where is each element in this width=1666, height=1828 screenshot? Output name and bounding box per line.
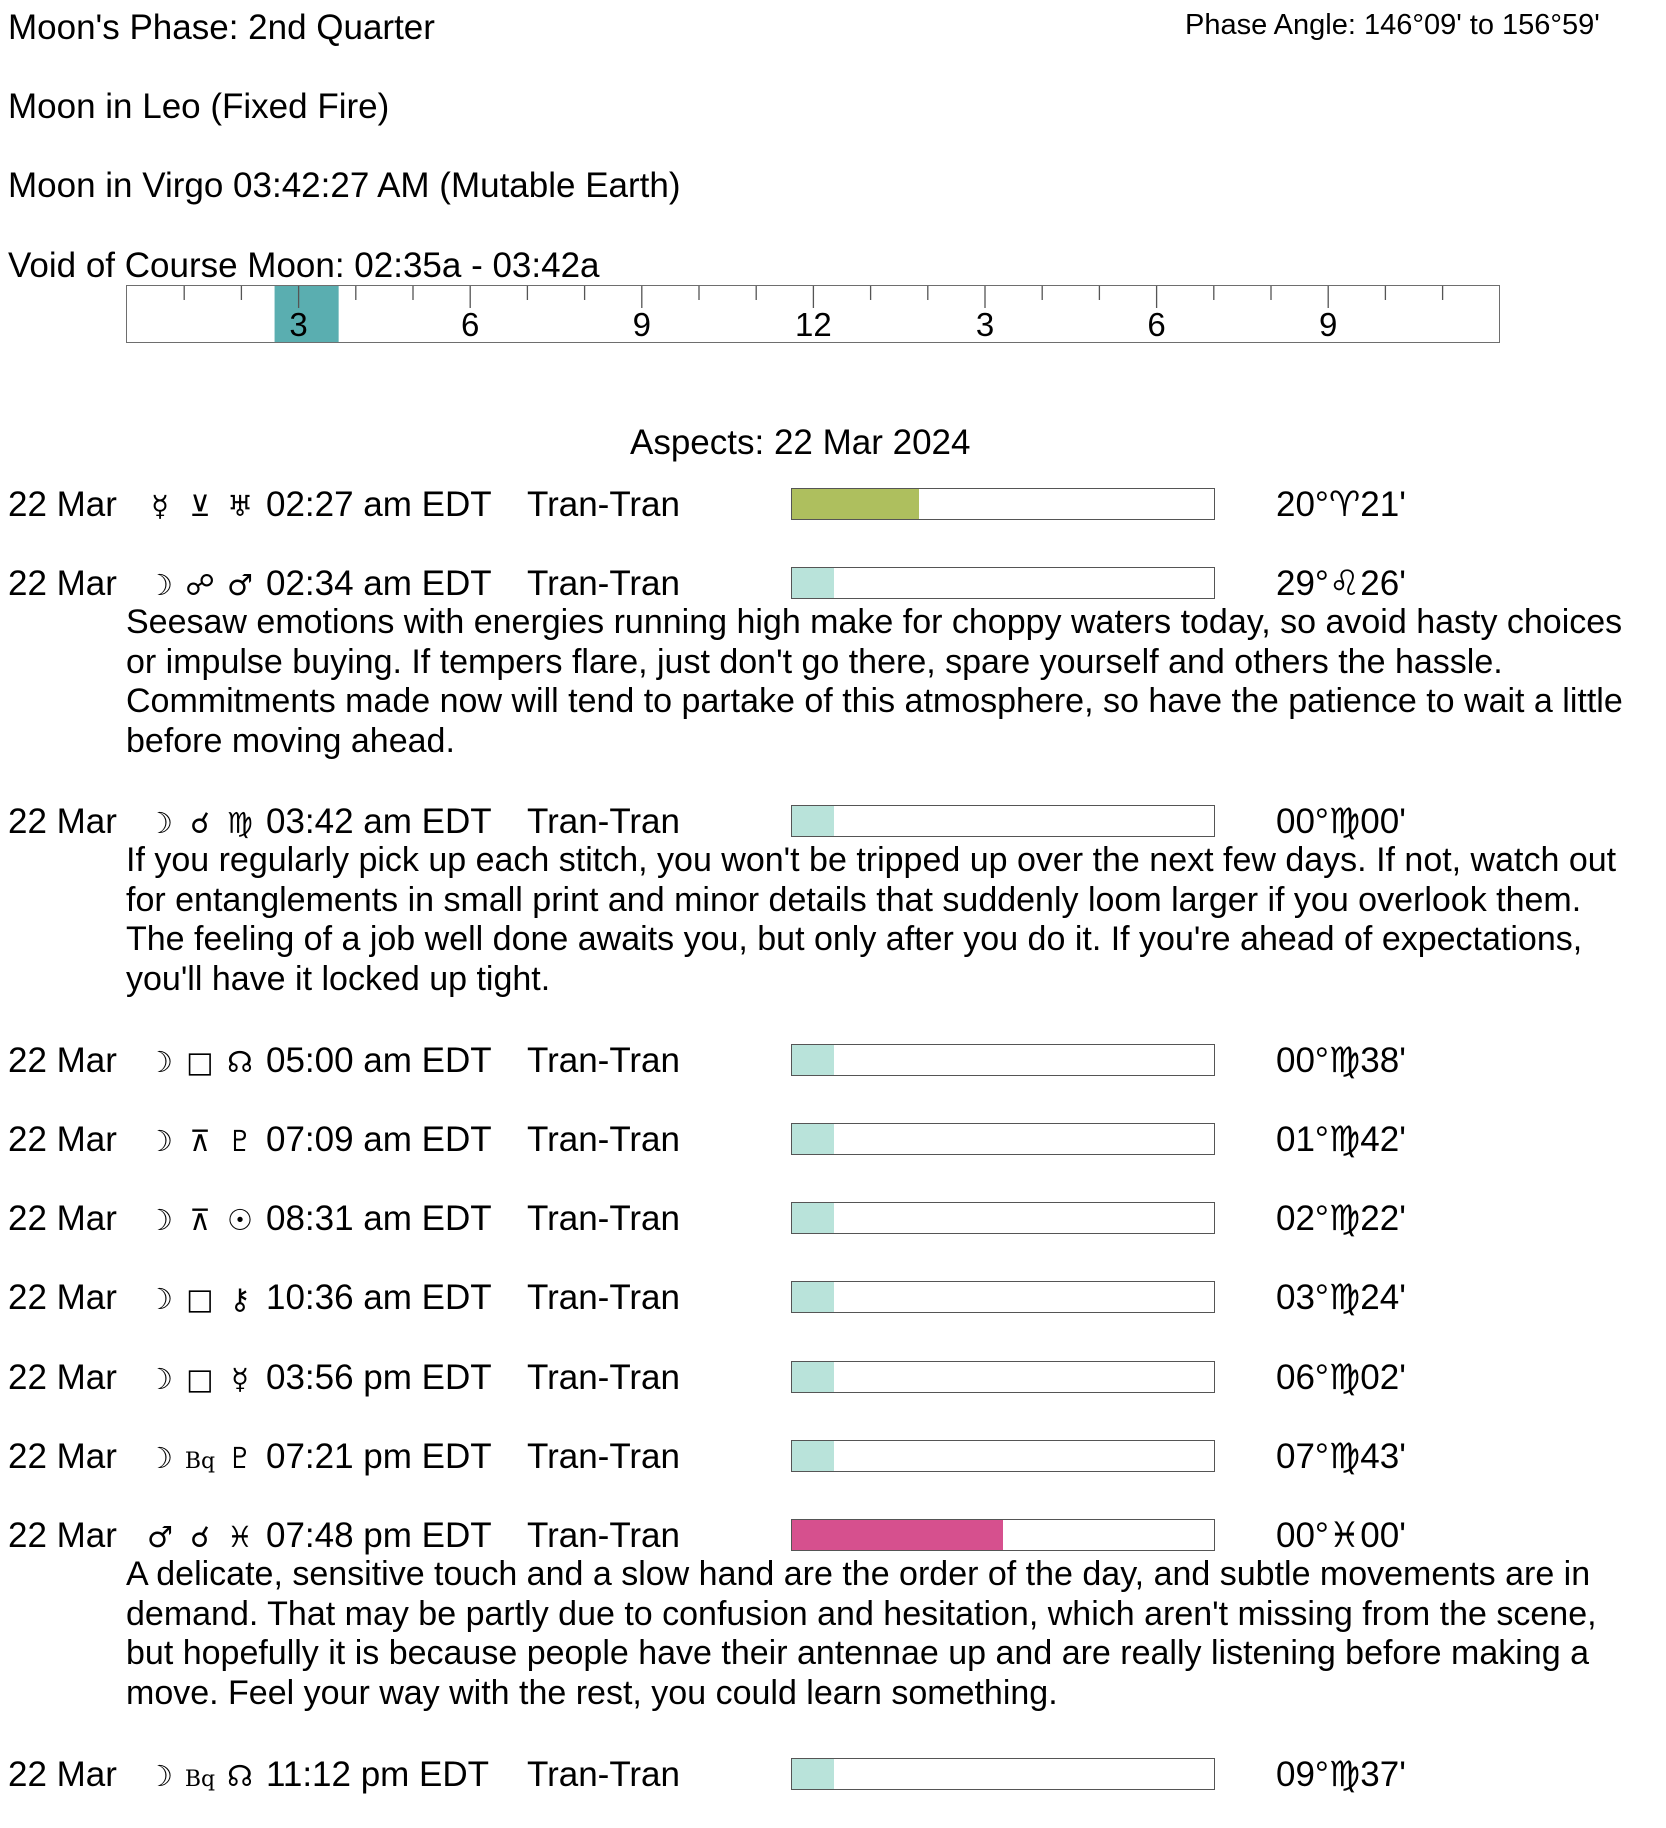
timeline-label: 9 [632,306,651,342]
aspect-glyphs [140,1199,260,1240]
planet-symbol-icon: ☽ [147,806,173,840]
moon-ingress: Moon in Virgo 03:42:27 AM (Mutable Earth) [8,166,681,205]
aspect-symbol-icon: ☌ [190,806,210,840]
timeline-label: 3 [975,306,995,342]
planet-symbol-icon: ⚷ [229,1282,251,1316]
aspect-time: 03:56 pm EDT [266,1358,492,1397]
aspect-type: Tran-Tran [527,802,680,841]
aspect-position: 20°♈21' [1276,485,1406,524]
aspect-time: 07:09 am EDT [266,1120,492,1159]
planet-symbol-icon: ☊ [227,1045,253,1079]
aspects-title: Aspects: 22 Mar 2024 [630,423,971,462]
aspect-date: 22 Mar [8,802,117,841]
aspect-glyphs [140,1437,260,1482]
planet-symbol-icon: ☽ [147,1441,173,1475]
aspect-date: 22 Mar [8,1278,117,1317]
aspect-time: 10:36 am EDT [266,1278,492,1317]
planet-symbol-icon: ♇ [227,1441,253,1475]
aspect-type: Tran-Tran [527,485,680,524]
aspect-strength-bar [791,1440,1215,1472]
aspect-description: If you regularly pick up each stitch, you won't be tripped up over the next few days. If not, watch out for entanglements in small print and minor details that suddenly loom larger if you overlook them. The feeling of a job well done awaits you, but only after you do it. If you're ahead of expectations, you'll have it locked up tight. [126,841,1617,998]
aspect-symbol-icon: ⊼ [189,1203,211,1237]
aspect-symbol-icon: □ [186,1362,214,1396]
aspect-strength-bar [791,1123,1215,1155]
aspect-type: Tran-Tran [527,1755,680,1794]
aspect-position: 01°♍42' [1276,1120,1406,1159]
aspect-glyphs [140,1278,260,1319]
aspect-strength-fill [792,1759,834,1789]
aspect-position: 02°♍22' [1276,1199,1406,1238]
aspect-time: 07:21 pm EDT [266,1437,492,1476]
aspect-glyphs [140,1358,260,1399]
aspect-date: 22 Mar [8,1516,117,1555]
aspect-glyphs [140,1516,260,1557]
planet-symbol-icon: ☽ [147,1282,173,1316]
timeline-label: 6 [461,306,480,342]
aspect-strength-bar [791,567,1215,599]
timeline-chart [127,286,1499,342]
planet-symbol-icon: ☽ [147,1045,173,1079]
aspect-description: Seesaw emotions with energies running high make for choppy waters today, so avoid hasty choices or impulse buying. If tempers flare, just don't go there, spare yourself and others the hassle. Commitments made now will tend to partake of this atmosphere, so have the patience to wait a little before moving ahead. [126,603,1623,760]
planet-symbol-icon: ☽ [147,1203,173,1237]
aspect-strength-bar [791,488,1215,520]
void-of-course: Void of Course Moon: 02:35a - 03:42a [8,246,600,285]
aspect-position: 09°♍37' [1276,1755,1406,1794]
aspect-position: 00°♍38' [1276,1041,1406,1080]
aspect-date: 22 Mar [8,1755,117,1794]
aspect-date: 22 Mar [8,1041,117,1080]
moon-phase: Moon's Phase: 2nd Quarter [8,8,435,47]
aspect-type: Tran-Tran [527,1516,680,1555]
planet-symbol-icon: ☊ [227,1759,253,1793]
aspect-symbol-icon: ⊻ [189,489,211,523]
planet-symbol-icon: ♂ [227,568,253,602]
aspect-position: 29°♌26' [1276,564,1406,603]
aspect-glyphs [140,1755,260,1800]
aspect-strength-bar [791,1758,1215,1790]
aspect-date: 22 Mar [8,1120,117,1159]
aspect-strength-bar [791,805,1215,837]
aspect-strength-fill [792,806,834,836]
aspect-type: Tran-Tran [527,1437,680,1476]
aspect-symbol-icon: ☌ [190,1520,210,1554]
aspect-position: 00°♍00' [1276,802,1406,841]
aspect-symbol-icon: ⊼ [189,1124,211,1158]
aspect-time: 07:48 pm EDT [266,1516,492,1555]
aspect-glyphs [140,564,260,605]
aspect-position: 03°♍24' [1276,1278,1406,1317]
aspect-strength-bar [791,1044,1215,1076]
planet-symbol-icon: ☿ [231,1362,249,1396]
aspect-time: 03:42 am EDT [266,802,492,841]
aspect-date: 22 Mar [8,485,117,524]
phase-angle: Phase Angle: 146°09' to 156°59' [1185,9,1600,41]
aspect-strength-fill [792,1520,1003,1550]
timeline-label: 12 [795,306,832,342]
aspect-strength-fill [792,1203,834,1233]
aspect-strength-fill [792,1124,834,1154]
planet-symbol-icon: ☽ [147,1759,173,1793]
aspect-position: 07°♍43' [1276,1437,1406,1476]
aspect-strength-fill [792,489,919,519]
aspect-strength-bar [791,1519,1215,1551]
aspect-strength-bar [791,1202,1215,1234]
aspect-position: 00°♓00' [1276,1516,1406,1555]
aspect-position: 06°♍02' [1276,1358,1406,1397]
aspect-type: Tran-Tran [527,564,680,603]
aspect-symbol-icon: ☍ [185,568,215,602]
aspect-glyphs [140,485,260,526]
aspect-type: Tran-Tran [527,1120,680,1159]
planet-symbol-icon: ☽ [147,1362,173,1396]
planet-symbol-icon: ♇ [227,1124,253,1158]
planet-symbol-icon: ♍ [227,806,253,840]
planet-symbol-icon: ☽ [147,568,173,602]
aspect-symbol-icon: □ [186,1282,214,1316]
aspect-time: 02:27 am EDT [266,485,492,524]
aspect-type: Tran-Tran [527,1041,680,1080]
aspect-strength-bar [791,1361,1215,1393]
aspect-symbol-icon: □ [186,1045,214,1079]
timeline-label: 6 [1147,306,1166,342]
planet-symbol-icon: ☿ [151,489,169,523]
aspect-strength-fill [792,1441,834,1471]
aspect-symbol-icon: Bq [184,1449,216,1474]
timeline-label: 9 [1319,306,1338,342]
aspect-glyphs [140,802,260,843]
aspect-type: Tran-Tran [527,1278,680,1317]
planet-symbol-icon: ☽ [147,1124,173,1158]
aspect-strength-bar [791,1281,1215,1313]
timeline-label: 3 [289,306,308,342]
aspect-date: 22 Mar [8,1358,117,1397]
aspect-strength-fill [792,1045,834,1075]
aspect-time: 05:00 am EDT [266,1041,492,1080]
aspect-time: 02:34 am EDT [266,564,492,603]
aspect-symbol-icon: Bq [184,1767,216,1792]
aspect-time: 11:12 pm EDT [266,1755,490,1794]
moon-sign: Moon in Leo (Fixed Fire) [8,87,390,126]
aspect-strength-fill [792,1362,834,1392]
planet-symbol-icon: ♓ [227,1520,253,1554]
planet-symbol-icon: ♂ [147,1520,173,1554]
planet-symbol-icon: ♅ [227,489,253,523]
aspect-description: A delicate, sensitive touch and a slow hand are the order of the day, and subtle movements are in demand. That may be partly due to confusion and hesitation, which aren't missing from the scene, but hopefully it is because people have their antennae up and are really listening before making a move. Feel your way with the rest, you could learn something. [126,1555,1597,1712]
planet-symbol-icon: ☉ [227,1203,253,1237]
aspect-date: 22 Mar [8,564,117,603]
aspect-date: 22 Mar [8,1199,117,1238]
void-timeline [126,285,1500,343]
aspect-glyphs [140,1120,260,1161]
aspect-strength-fill [792,568,834,598]
aspect-date: 22 Mar [8,1437,117,1476]
aspect-strength-fill [792,1282,834,1312]
aspect-type: Tran-Tran [527,1199,680,1238]
aspect-type: Tran-Tran [527,1358,680,1397]
aspect-time: 08:31 am EDT [266,1199,492,1238]
aspect-glyphs [140,1041,260,1082]
